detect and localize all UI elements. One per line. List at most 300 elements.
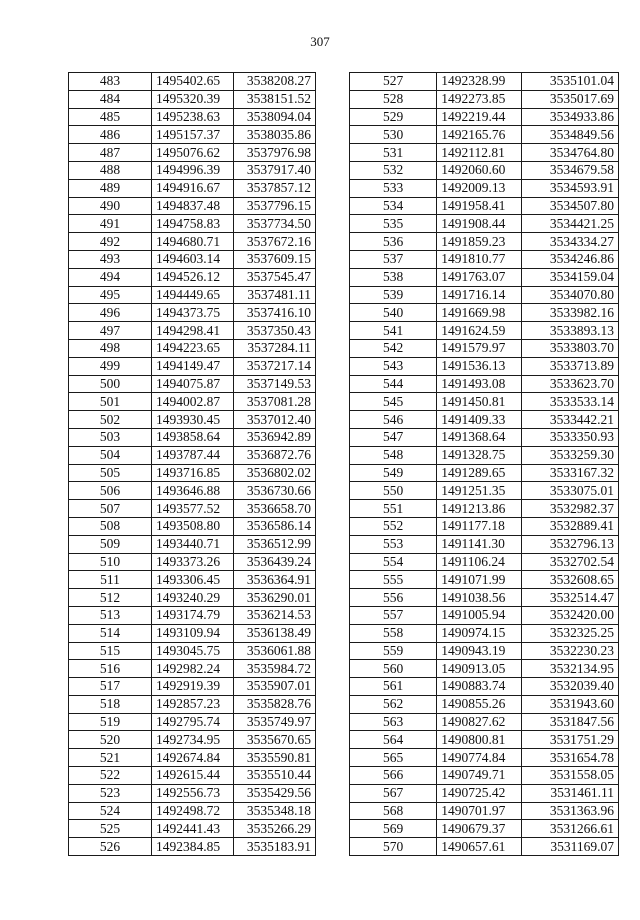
table-row [69, 90, 316, 108]
coordinate-y-cell: 3534933.86 [522, 108, 619, 126]
point-number-cell: 494 [69, 268, 152, 286]
point-number-cell: 517 [69, 678, 152, 696]
table-row [69, 179, 316, 197]
table-row [69, 215, 316, 233]
table-row [350, 108, 619, 126]
coordinate-y-cell: 3535984.72 [234, 660, 316, 678]
point-number-cell: 532 [350, 161, 437, 179]
coordinate-y-cell: 3537012.40 [234, 411, 316, 429]
coordinate-x-cell: 1490974.15 [437, 624, 522, 642]
coordinate-x-cell: 1491106.24 [437, 553, 522, 571]
coordinate-x-cell: 1490855.26 [437, 695, 522, 713]
table-row [350, 393, 619, 411]
coordinate-y-cell: 3533893.13 [522, 322, 619, 340]
table-row [350, 411, 619, 429]
point-number-cell: 549 [350, 464, 437, 482]
table-row [350, 428, 619, 446]
coordinate-x-cell: 1493045.75 [152, 642, 234, 660]
coordinate-x-cell: 1491409.33 [437, 411, 522, 429]
point-number-cell: 518 [69, 695, 152, 713]
coordinate-y-cell: 3537609.15 [234, 250, 316, 268]
point-number-cell: 483 [69, 73, 152, 91]
point-number-cell: 533 [350, 179, 437, 197]
coordinate-x-cell: 1493508.80 [152, 517, 234, 535]
point-number-cell: 516 [69, 660, 152, 678]
coordinate-y-cell: 3537284.11 [234, 339, 316, 357]
point-number-cell: 534 [350, 197, 437, 215]
point-number-cell: 514 [69, 624, 152, 642]
point-number-cell: 497 [69, 322, 152, 340]
point-number-cell: 537 [350, 250, 437, 268]
point-number-cell: 548 [350, 446, 437, 464]
point-number-cell: 569 [350, 820, 437, 838]
table-row [69, 606, 316, 624]
coordinate-x-cell: 1492556.73 [152, 784, 234, 802]
coordinate-y-cell: 3534421.25 [522, 215, 619, 233]
coordinate-y-cell: 3533167.32 [522, 464, 619, 482]
table-row [69, 268, 316, 286]
coordinate-x-cell: 1493716.85 [152, 464, 234, 482]
coordinate-y-cell: 3533713.89 [522, 357, 619, 375]
table-row [69, 197, 316, 215]
coordinate-x-cell: 1494002.87 [152, 393, 234, 411]
table-row [69, 73, 316, 91]
table-row [350, 500, 619, 518]
table-row [69, 695, 316, 713]
point-number-cell: 547 [350, 428, 437, 446]
coordinate-x-cell: 1490749.71 [437, 767, 522, 785]
point-number-cell: 506 [69, 482, 152, 500]
point-number-cell: 552 [350, 517, 437, 535]
coordinate-y-cell: 3534159.04 [522, 268, 619, 286]
table-row [350, 838, 619, 856]
point-number-cell: 501 [69, 393, 152, 411]
point-number-cell: 567 [350, 784, 437, 802]
coordinate-y-cell: 3536214.53 [234, 606, 316, 624]
coordinate-y-cell: 3531558.05 [522, 767, 619, 785]
point-number-cell: 486 [69, 126, 152, 144]
point-number-cell: 488 [69, 161, 152, 179]
table-row [69, 304, 316, 322]
coordinate-x-cell: 1494449.65 [152, 286, 234, 304]
coordinate-y-cell: 3533982.16 [522, 304, 619, 322]
point-number-cell: 513 [69, 606, 152, 624]
point-number-cell: 511 [69, 571, 152, 589]
coordinate-x-cell: 1494916.67 [152, 179, 234, 197]
point-number-cell: 555 [350, 571, 437, 589]
coordinate-x-cell: 1492615.44 [152, 767, 234, 785]
coordinate-x-cell: 1490827.62 [437, 713, 522, 731]
table-row [350, 161, 619, 179]
table-row [69, 838, 316, 856]
coordinate-x-cell: 1491624.59 [437, 322, 522, 340]
coordinate-y-cell: 3532982.37 [522, 500, 619, 518]
point-number-cell: 508 [69, 517, 152, 535]
table-row [69, 820, 316, 838]
point-number-cell: 554 [350, 553, 437, 571]
point-number-cell: 502 [69, 411, 152, 429]
point-number-cell: 566 [350, 767, 437, 785]
coordinate-y-cell: 3532889.41 [522, 517, 619, 535]
coordinate-y-cell: 3531751.29 [522, 731, 619, 749]
point-number-cell: 505 [69, 464, 152, 482]
table-row [350, 126, 619, 144]
coordinate-x-cell: 1490943.19 [437, 642, 522, 660]
coordinate-x-cell: 1491669.98 [437, 304, 522, 322]
table-row [350, 678, 619, 696]
point-number-cell: 522 [69, 767, 152, 785]
coordinate-y-cell: 3531169.07 [522, 838, 619, 856]
table-row [350, 553, 619, 571]
coordinate-y-cell: 3538094.04 [234, 108, 316, 126]
table-row [350, 304, 619, 322]
coordinate-x-cell: 1492009.13 [437, 179, 522, 197]
table-row [69, 464, 316, 482]
coordinate-x-cell: 1493174.79 [152, 606, 234, 624]
point-number-cell: 500 [69, 375, 152, 393]
table-row [350, 606, 619, 624]
point-number-cell: 495 [69, 286, 152, 304]
coordinate-y-cell: 3534593.91 [522, 179, 619, 197]
coordinate-x-cell: 1491716.14 [437, 286, 522, 304]
table-row [69, 660, 316, 678]
table-row [69, 517, 316, 535]
coordinate-x-cell: 1492674.84 [152, 749, 234, 767]
coordinate-y-cell: 3536138.49 [234, 624, 316, 642]
coordinate-x-cell: 1491908.44 [437, 215, 522, 233]
coordinate-y-cell: 3537917.40 [234, 161, 316, 179]
point-number-cell: 529 [350, 108, 437, 126]
page-number: 307 [310, 34, 330, 49]
table-row [350, 233, 619, 251]
table-row [69, 642, 316, 660]
coordinate-x-cell: 1492795.74 [152, 713, 234, 731]
table-row [69, 357, 316, 375]
table-row [350, 464, 619, 482]
coordinate-y-cell: 3532514.47 [522, 589, 619, 607]
coordinate-x-cell: 1491536.13 [437, 357, 522, 375]
table-row [350, 215, 619, 233]
coordinate-y-cell: 3537350.43 [234, 322, 316, 340]
coordinate-y-cell: 3538208.27 [234, 73, 316, 91]
point-number-cell: 485 [69, 108, 152, 126]
coordinate-y-cell: 3537481.11 [234, 286, 316, 304]
coordinate-x-cell: 1494603.14 [152, 250, 234, 268]
table-row [69, 482, 316, 500]
coordinate-y-cell: 3536872.76 [234, 446, 316, 464]
coordinate-y-cell: 3537416.10 [234, 304, 316, 322]
point-number-cell: 527 [350, 73, 437, 91]
coordinate-x-cell: 1494373.75 [152, 304, 234, 322]
coordinate-x-cell: 1491038.56 [437, 589, 522, 607]
point-number-cell: 559 [350, 642, 437, 660]
coordinate-x-cell: 1495238.63 [152, 108, 234, 126]
coordinate-x-cell: 1492328.99 [437, 73, 522, 91]
coordinate-x-cell: 1493306.45 [152, 571, 234, 589]
table-row [69, 571, 316, 589]
coordinate-x-cell: 1492219.44 [437, 108, 522, 126]
coordinate-y-cell: 3532702.54 [522, 553, 619, 571]
point-number-cell: 498 [69, 339, 152, 357]
table-row [69, 322, 316, 340]
table-row [350, 571, 619, 589]
coordinate-y-cell: 3531266.61 [522, 820, 619, 838]
coordinate-y-cell: 3532230.23 [522, 642, 619, 660]
coordinate-x-cell: 1491958.41 [437, 197, 522, 215]
table-row [69, 500, 316, 518]
coordinate-x-cell: 1491141.30 [437, 535, 522, 553]
table-row [69, 624, 316, 642]
table-row [350, 767, 619, 785]
coordinate-x-cell: 1491493.08 [437, 375, 522, 393]
coordinate-y-cell: 3535510.44 [234, 767, 316, 785]
coordinate-x-cell: 1491810.77 [437, 250, 522, 268]
coordinate-y-cell: 3534246.86 [522, 250, 619, 268]
coordinate-y-cell: 3531654.78 [522, 749, 619, 767]
coordinate-x-cell: 1491071.99 [437, 571, 522, 589]
coordinate-y-cell: 3535101.04 [522, 73, 619, 91]
table-row [69, 749, 316, 767]
coordinate-x-cell: 1493577.52 [152, 500, 234, 518]
point-number-cell: 557 [350, 606, 437, 624]
coordinate-x-cell: 1490913.05 [437, 660, 522, 678]
coordinate-x-cell: 1493440.71 [152, 535, 234, 553]
table-row [350, 589, 619, 607]
coordinate-y-cell: 3536512.99 [234, 535, 316, 553]
table-row [69, 375, 316, 393]
table-row [69, 161, 316, 179]
coordinate-x-cell: 1490657.61 [437, 838, 522, 856]
point-number-cell: 509 [69, 535, 152, 553]
coordinate-y-cell: 3538151.52 [234, 90, 316, 108]
point-number-cell: 545 [350, 393, 437, 411]
table-row [69, 286, 316, 304]
table-row [350, 268, 619, 286]
coordinate-y-cell: 3533075.01 [522, 482, 619, 500]
coordinate-y-cell: 3535348.18 [234, 802, 316, 820]
table-row [69, 802, 316, 820]
coordinate-x-cell: 1495157.37 [152, 126, 234, 144]
coordinate-y-cell: 3533442.21 [522, 411, 619, 429]
coordinate-x-cell: 1492857.23 [152, 695, 234, 713]
point-number-cell: 520 [69, 731, 152, 749]
point-number-cell: 551 [350, 500, 437, 518]
coordinate-y-cell: 3533533.14 [522, 393, 619, 411]
point-number-cell: 544 [350, 375, 437, 393]
point-number-cell: 523 [69, 784, 152, 802]
table-row [350, 322, 619, 340]
coordinate-x-cell: 1490774.84 [437, 749, 522, 767]
point-number-cell: 515 [69, 642, 152, 660]
coordinate-y-cell: 3535670.65 [234, 731, 316, 749]
table-row [350, 802, 619, 820]
table-row [350, 179, 619, 197]
coordinate-y-cell: 3536439.24 [234, 553, 316, 571]
coordinate-x-cell: 1492498.72 [152, 802, 234, 820]
coordinate-y-cell: 3535429.56 [234, 784, 316, 802]
coordinate-x-cell: 1491859.23 [437, 233, 522, 251]
coordinate-x-cell: 1493787.44 [152, 446, 234, 464]
coordinate-x-cell: 1495076.62 [152, 144, 234, 162]
coordinate-y-cell: 3537734.50 [234, 215, 316, 233]
coordinate-x-cell: 1491328.75 [437, 446, 522, 464]
table-row [350, 90, 619, 108]
coordinate-y-cell: 3534679.58 [522, 161, 619, 179]
table-row [350, 73, 619, 91]
point-number-cell: 560 [350, 660, 437, 678]
table-row [69, 535, 316, 553]
coordinate-y-cell: 3535017.69 [522, 90, 619, 108]
coordinate-x-cell: 1493646.88 [152, 482, 234, 500]
coordinate-y-cell: 3534507.80 [522, 197, 619, 215]
coordinate-y-cell: 3536802.02 [234, 464, 316, 482]
coordinate-x-cell: 1495320.39 [152, 90, 234, 108]
point-number-cell: 487 [69, 144, 152, 162]
coordinate-x-cell: 1491763.07 [437, 268, 522, 286]
coordinate-x-cell: 1491289.65 [437, 464, 522, 482]
point-number-cell: 499 [69, 357, 152, 375]
table-row [69, 678, 316, 696]
coordinate-y-cell: 3535266.29 [234, 820, 316, 838]
table-row [69, 144, 316, 162]
table-row [69, 339, 316, 357]
coordinate-x-cell: 1493109.94 [152, 624, 234, 642]
coordinate-x-cell: 1490725.42 [437, 784, 522, 802]
coordinate-x-cell: 1493373.26 [152, 553, 234, 571]
table-row [69, 767, 316, 785]
point-number-cell: 492 [69, 233, 152, 251]
table-row [69, 250, 316, 268]
coordinate-x-cell: 1492734.95 [152, 731, 234, 749]
point-number-cell: 510 [69, 553, 152, 571]
coordinate-x-cell: 1492441.43 [152, 820, 234, 838]
coordinate-y-cell: 3537857.12 [234, 179, 316, 197]
coordinate-x-cell: 1491579.97 [437, 339, 522, 357]
point-number-cell: 507 [69, 500, 152, 518]
coordinate-y-cell: 3532608.65 [522, 571, 619, 589]
coordinate-x-cell: 1490701.97 [437, 802, 522, 820]
table-row [350, 642, 619, 660]
point-number-cell: 535 [350, 215, 437, 233]
coordinate-y-cell: 3532325.25 [522, 624, 619, 642]
coordinate-y-cell: 3532134.95 [522, 660, 619, 678]
point-number-cell: 553 [350, 535, 437, 553]
point-number-cell: 525 [69, 820, 152, 838]
table-row [69, 713, 316, 731]
coordinate-y-cell: 3536586.14 [234, 517, 316, 535]
point-number-cell: 543 [350, 357, 437, 375]
coordinate-y-cell: 3537081.28 [234, 393, 316, 411]
point-number-cell: 546 [350, 411, 437, 429]
table-row [350, 713, 619, 731]
table-row [350, 749, 619, 767]
coordinate-x-cell: 1491213.86 [437, 500, 522, 518]
point-number-cell: 536 [350, 233, 437, 251]
coordinate-x-cell: 1492060.60 [437, 161, 522, 179]
coordinate-x-cell: 1494526.12 [152, 268, 234, 286]
point-number-cell: 556 [350, 589, 437, 607]
point-number-cell: 568 [350, 802, 437, 820]
point-number-cell: 491 [69, 215, 152, 233]
coordinate-y-cell: 3532039.40 [522, 678, 619, 696]
coordinate-x-cell: 1494223.65 [152, 339, 234, 357]
point-number-cell: 561 [350, 678, 437, 696]
coordinate-table-right [349, 72, 619, 856]
coordinate-y-cell: 3537149.53 [234, 375, 316, 393]
coordinate-y-cell: 3535183.91 [234, 838, 316, 856]
table-row [350, 357, 619, 375]
coordinate-y-cell: 3532420.00 [522, 606, 619, 624]
coordinate-x-cell: 1491450.81 [437, 393, 522, 411]
coordinate-y-cell: 3536290.01 [234, 589, 316, 607]
table-row [69, 428, 316, 446]
coordinate-y-cell: 3535749.97 [234, 713, 316, 731]
coordinate-x-cell: 1495402.65 [152, 73, 234, 91]
coordinate-x-cell: 1491368.64 [437, 428, 522, 446]
coordinate-x-cell: 1492273.85 [437, 90, 522, 108]
coordinate-y-cell: 3534334.27 [522, 233, 619, 251]
coordinate-x-cell: 1493240.29 [152, 589, 234, 607]
coordinate-x-cell: 1494298.41 [152, 322, 234, 340]
coordinate-y-cell: 3536061.88 [234, 642, 316, 660]
point-number-cell: 563 [350, 713, 437, 731]
coordinate-y-cell: 3537976.98 [234, 144, 316, 162]
point-number-cell: 489 [69, 179, 152, 197]
point-number-cell: 512 [69, 589, 152, 607]
point-number-cell: 564 [350, 731, 437, 749]
point-number-cell: 539 [350, 286, 437, 304]
coordinate-x-cell: 1492919.39 [152, 678, 234, 696]
coordinate-y-cell: 3538035.86 [234, 126, 316, 144]
table-row [350, 339, 619, 357]
point-number-cell: 524 [69, 802, 152, 820]
table-row [69, 393, 316, 411]
point-number-cell: 530 [350, 126, 437, 144]
table-row [69, 784, 316, 802]
coordinate-x-cell: 1491177.18 [437, 517, 522, 535]
coordinate-x-cell: 1491251.35 [437, 482, 522, 500]
coordinate-y-cell: 3531943.60 [522, 695, 619, 713]
point-number-cell: 503 [69, 428, 152, 446]
coordinate-x-cell: 1494837.48 [152, 197, 234, 215]
table-row [350, 375, 619, 393]
point-number-cell: 504 [69, 446, 152, 464]
coordinate-y-cell: 3534764.80 [522, 144, 619, 162]
coordinate-y-cell: 3533259.30 [522, 446, 619, 464]
coordinate-y-cell: 3532796.13 [522, 535, 619, 553]
coordinate-y-cell: 3535828.76 [234, 695, 316, 713]
coordinate-y-cell: 3536942.89 [234, 428, 316, 446]
coordinate-y-cell: 3531461.11 [522, 784, 619, 802]
coordinate-y-cell: 3531363.96 [522, 802, 619, 820]
table-row [350, 197, 619, 215]
coordinate-x-cell: 1492384.85 [152, 838, 234, 856]
coordinate-y-cell: 3533803.70 [522, 339, 619, 357]
point-number-cell: 540 [350, 304, 437, 322]
coordinate-y-cell: 3537217.14 [234, 357, 316, 375]
point-number-cell: 484 [69, 90, 152, 108]
table-row [69, 731, 316, 749]
coordinate-x-cell: 1491005.94 [437, 606, 522, 624]
table-row [69, 446, 316, 464]
coordinate-table-left [68, 72, 316, 856]
coordinate-y-cell: 3534070.80 [522, 286, 619, 304]
point-number-cell: 538 [350, 268, 437, 286]
table-row [69, 108, 316, 126]
point-number-cell: 490 [69, 197, 152, 215]
coordinate-y-cell: 3536658.70 [234, 500, 316, 518]
coordinate-x-cell: 1492165.76 [437, 126, 522, 144]
